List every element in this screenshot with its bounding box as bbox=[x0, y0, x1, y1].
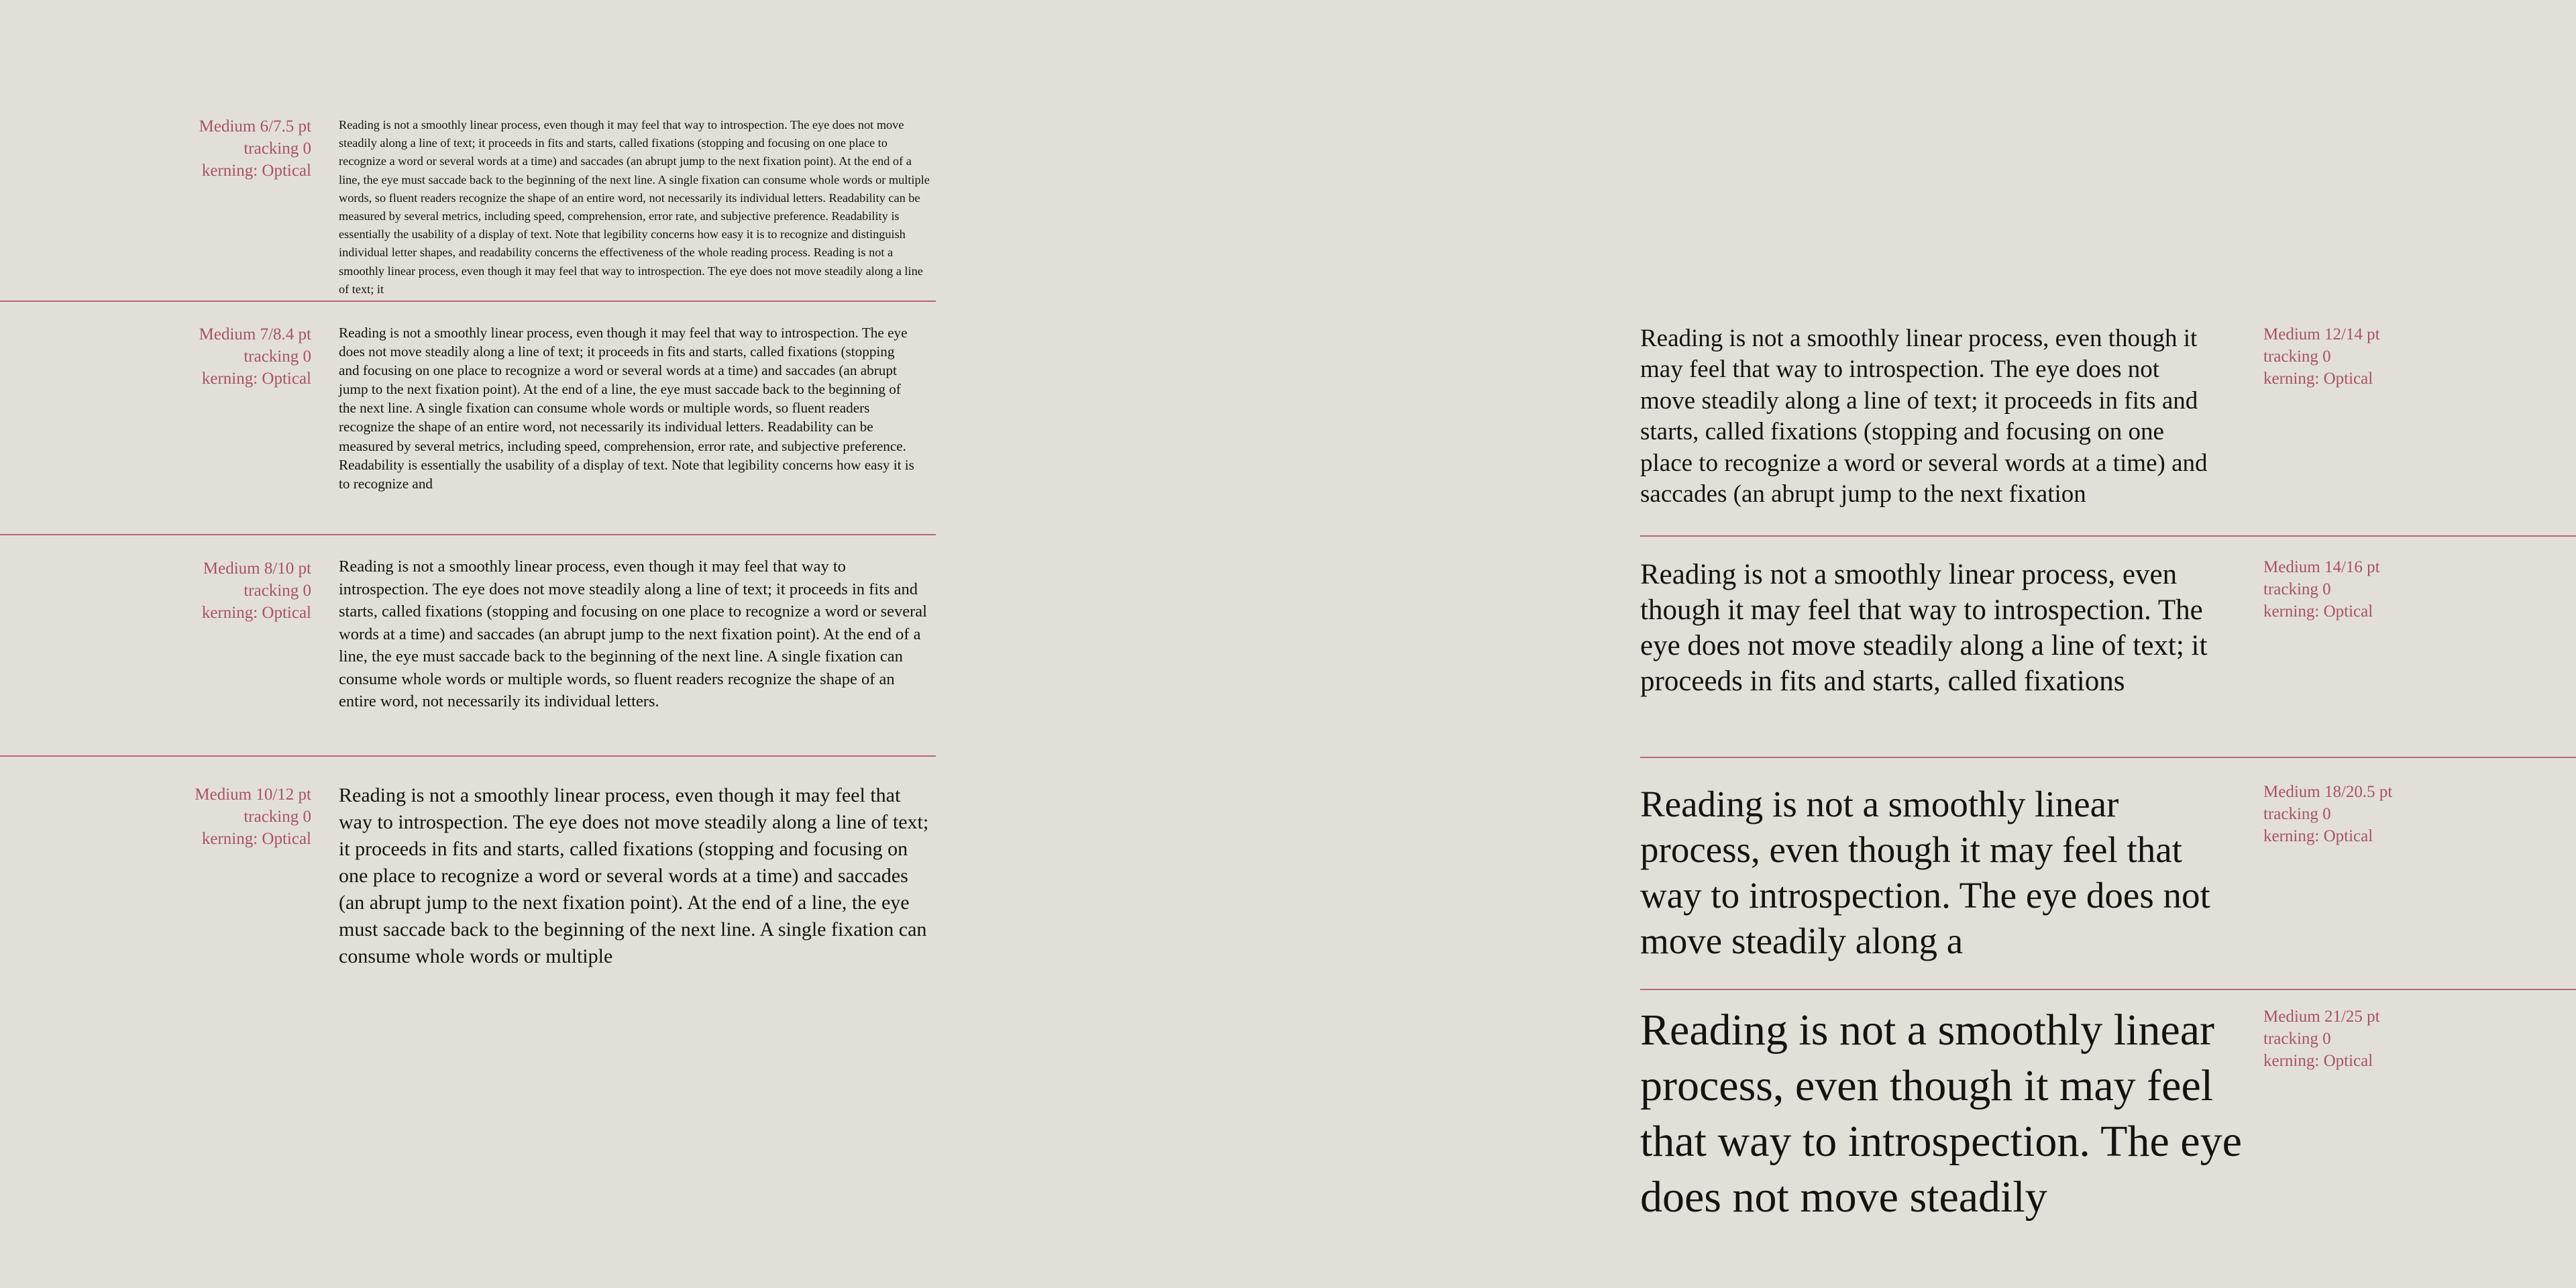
sample-text: Reading is not a smoothly linear process, even though it may feel that way to introspection. The eye does not move steadily along a line of text; it proceeds in fits and starts, called fixations (stopping and focusing on one place to recognize a word or several words at a time) and saccades (an abrupt jump to the next fixation point). At the end of a line, the eye must saccade back to the beginning of the next line. A single fixation can consume whole words or multiple bbox=[339, 784, 929, 967]
divider-rule bbox=[0, 755, 936, 757]
divider-rule bbox=[1640, 989, 2576, 990]
divider-rule bbox=[1640, 757, 2576, 758]
sample-label bbox=[2263, 324, 2380, 390]
tracking-spec: tracking 0 bbox=[2263, 347, 2331, 366]
size-spec: Medium 10/12 pt bbox=[195, 786, 311, 804]
kerning-spec: kerning: Optical bbox=[2263, 1051, 2373, 1070]
size-spec: Medium 8/10 pt bbox=[203, 559, 311, 578]
kerning-spec: kerning: Optical bbox=[201, 829, 311, 848]
size-spec: Medium 18/20.5 pt bbox=[2263, 783, 2393, 801]
divider-rule bbox=[0, 534, 936, 535]
sample-text: Reading is not a smoothly linear process, even though it may feel that way to introspection. The eye does not move steadily along a bbox=[1640, 784, 2210, 961]
sample-text: Reading is not a smoothly linear process, even though it may feel that way to introspection. The eye does not move steadily along a line of text; it proceeds in fits and starts, called fixations (stopping and focusing on one place to recognize a word or several words at a time) and saccades (an abrupt jump to the next fixation point). At the end of a line, the eye must saccade back to the beginning of the next line. A single fixation can consume whole words or multiple words, so fluent readers recognize the shape of an entire word, not necessarily its individual letters. bbox=[339, 557, 927, 710]
tracking-spec: tracking 0 bbox=[244, 139, 311, 158]
size-spec: Medium 14/16 pt bbox=[2263, 558, 2380, 576]
sample-text: Reading is not a smoothly linear process, even though it may feel that way to introspection. The eye does not move steadily along a line of text; it proceeds in fits and starts, called fixations (stopping and focusing on one place to recognize a word or several words at a time) and saccades (an abrupt jump to the next fixation point). At the end of a line, the eye must saccade back to the beginning of the next line. A single fixation can consume whole words or multiple words, so fluent readers recognize the shape of an entire word, not necessarily its individual letters. Readability can be measured by several metrics, including speed, comprehension, error rate, and subjective preference. Readability is essentially the usability of a display of text. Note that legibility concerns how easy it is to recognize and distinguish individual letter shapes, and readability concerns the effectiveness of the whole reading process. Reading is not a smoothly linear process, even though it may feel that way to introspection. The eye does not move steadily along a line of text; it bbox=[339, 118, 930, 296]
tracking-spec: tracking 0 bbox=[244, 807, 311, 826]
tracking-spec: tracking 0 bbox=[2263, 580, 2331, 598]
sample-label bbox=[2263, 782, 2392, 847]
kerning-spec: kerning: Optical bbox=[2263, 826, 2373, 845]
divider-rule bbox=[0, 301, 936, 302]
tracking-spec: tracking 0 bbox=[244, 581, 311, 600]
sample-label bbox=[199, 116, 311, 182]
sample-label bbox=[2263, 557, 2380, 623]
kerning-spec: kerning: Optical bbox=[201, 369, 311, 388]
sample-label bbox=[199, 324, 311, 390]
sample-text: Reading is not a smoothly linear process, even though it may feel that way to introspection. The eye does not move steadily bbox=[1640, 1006, 2242, 1222]
size-spec: Medium 21/25 pt bbox=[2263, 1008, 2380, 1026]
size-spec: Medium 7/8.4 pt bbox=[199, 325, 311, 343]
size-spec: Medium 6/7.5 pt bbox=[199, 117, 311, 136]
kerning-spec: kerning: Optical bbox=[2263, 369, 2373, 388]
size-spec: Medium 12/14 pt bbox=[2263, 325, 2380, 343]
divider-rule bbox=[1640, 535, 2576, 537]
sample-text: Reading is not a smoothly linear process, even though it may feel that way to introspection. The eye does not move steadily along a line of text; it proceeds in fits and starts, called fixations bbox=[1640, 559, 2208, 697]
sample-label bbox=[2263, 1006, 2380, 1072]
tracking-spec: tracking 0 bbox=[244, 347, 311, 366]
tracking-spec: tracking 0 bbox=[2263, 1029, 2331, 1048]
kerning-spec: kerning: Optical bbox=[201, 603, 311, 622]
kerning-spec: kerning: Optical bbox=[2263, 602, 2373, 621]
kerning-spec: kerning: Optical bbox=[201, 161, 311, 180]
sample-label bbox=[202, 558, 311, 624]
sample-text: Reading is not a smoothly linear process, even though it may feel that way to introspection. The eye does not move steadily along a line of text; it proceeds in fits and starts, called fixations (stopping and focusing on one place to recognize a word or several words at a time) and saccades (an abrupt jump to the next fixation bbox=[1640, 325, 2208, 508]
sample-label bbox=[195, 784, 311, 850]
sample-text: Reading is not a smoothly linear process, even though it may feel that way to introspection. The eye does not move steadily along a line of text; it proceeds in fits and starts, called fixations (stopping and focusing on one place to recognize a word or several words at a time) and saccades (an abrupt jump to the next fixation point). At the end of a line, the eye must saccade back to the beginning of the next line. A single fixation can consume whole words or multiple words, so fluent readers recognize the shape of an entire word, not necessarily its individual letters. Readability can be measured by several metrics, including speed, comprehension, error rate, and subjective preference. Readability is essentially the usability of a display of text. Note that legibility concerns how easy it is to recognize and bbox=[339, 325, 914, 492]
tracking-spec: tracking 0 bbox=[2263, 804, 2331, 823]
